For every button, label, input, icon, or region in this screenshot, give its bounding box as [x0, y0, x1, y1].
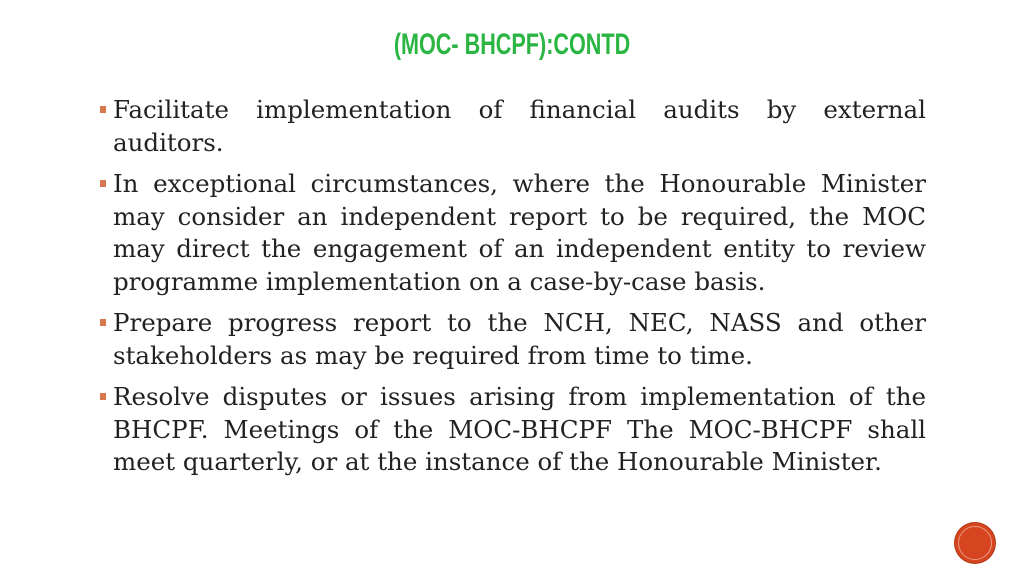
slide-title: (MOC- BHCPF):CONTD [393, 28, 631, 61]
bullet-item [100, 168, 926, 298]
square-bullet-icon [100, 393, 106, 400]
square-bullet-icon [100, 319, 106, 326]
slide-corner-badge-icon [955, 523, 995, 563]
bullet-list [100, 94, 926, 488]
bullet-text: Resolve disputes or issues arising from implementation of the BHCPF. Meetings of the MOC-BHCPF The MOC-BHCPF shall meet quarterly, or at the instance of the Honourable Minister. [113, 382, 926, 476]
bullet-item [100, 307, 926, 372]
bullet-item [100, 94, 926, 159]
bullet-text: Prepare progress report to the NCH, NEC, NASS and other stakeholders as may be required from time to time. [113, 308, 926, 370]
bullet-item [100, 381, 926, 479]
square-bullet-icon [100, 180, 106, 187]
square-bullet-icon [100, 106, 106, 113]
bullet-text: Facilitate implementation of financial audits by external auditors. [113, 95, 926, 157]
bullet-text: In exceptional circumstances, where the Honourable Minister may consider an independent report to be required, the MOC may direct the engagement of an independent entity to review programme implementation on a case-by-case basis. [113, 169, 926, 296]
